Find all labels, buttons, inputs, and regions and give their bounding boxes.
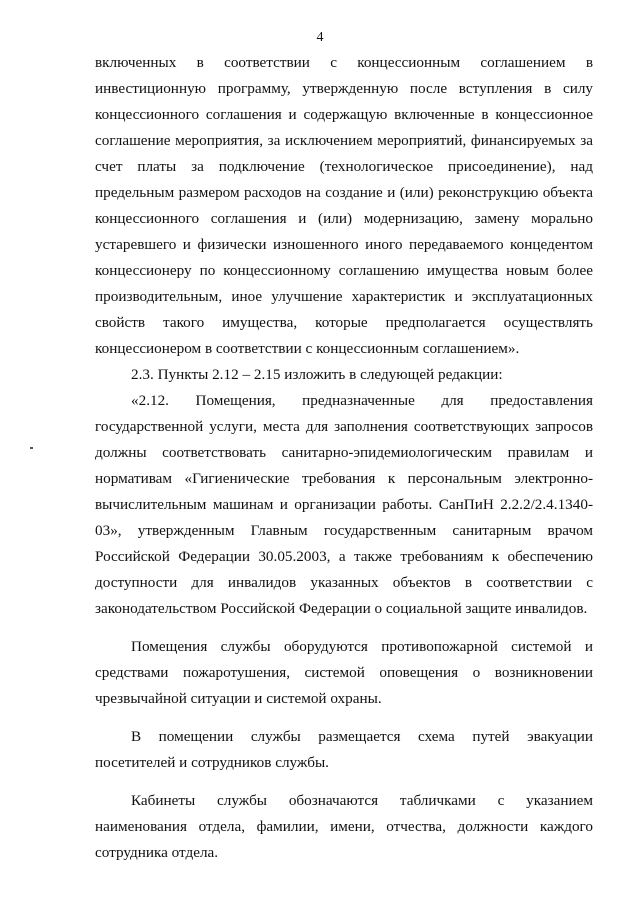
paragraph-concession-continuation: включенных в соответствии с концессионным соглашением в инвестиционную программу, утвержденную после вступления в силу концессионного соглашения и содержащую включенные в концессионное соглашение мероприятия, за исключением мероприятий, финансируемых за счет платы за подключение (технологическое присоединение), над предельным размером расходов на создание и (или) реконструкцию объекта концессионного соглашения и (или) модернизацию, замену морально устаревшего и физически изношенного иного передаваемого концедентом концессионеру по концессионному соглашению имущества новым более производительным, иное улучшение характеристик и эксплуатационных свойств такого имущества, которые предполагается осуществлять концессионером в соответствии с концессионным соглашением». [95, 54, 593, 357]
paragraph-fire-safety: Помещения службы оборудуются противопожарной системой и средствами пожаротушения, системой оповещения о возникновении чрезвычайной ситуации и системой охраны. [95, 638, 593, 707]
margin-mark [30, 447, 33, 449]
page-number: 4 [316, 30, 324, 45]
paragraph-clause-2-12: «2.12. Помещения, предназначенные для предоставления государственной услуги, места для заполнения соответствующих запросов должны соответствовать санитарно-эпидемиологическим правилам и нормативам «Гигиенические требования к персональным электронно-вычислительным машинам и организации работы. СанПиН 2.2.2/2.4.1340-03», утвержденным Главным государственным санитарным врачом Российской Федерации 30.05.2003, а также требованиям к обеспечению доступности для инвалидов указанных объектов в соответствии с законодательством Российской Федерации о социальной защите инвалидов. [95, 392, 593, 617]
paragraph-evacuation-plan: В помещении службы размещается схема путей эвакуации посетителей и сотрудников службы. [95, 728, 593, 771]
paragraph-amendment-2-3: 2.3. Пункты 2.12 – 2.15 изложить в следующей редакции: [131, 366, 503, 383]
document-body [95, 50, 593, 866]
paragraph-office-signs: Кабинеты службы обозначаются табличками с указанием наименования отдела, фамилии, имени, отчества, должности каждого сотрудника отдела. [95, 792, 593, 861]
